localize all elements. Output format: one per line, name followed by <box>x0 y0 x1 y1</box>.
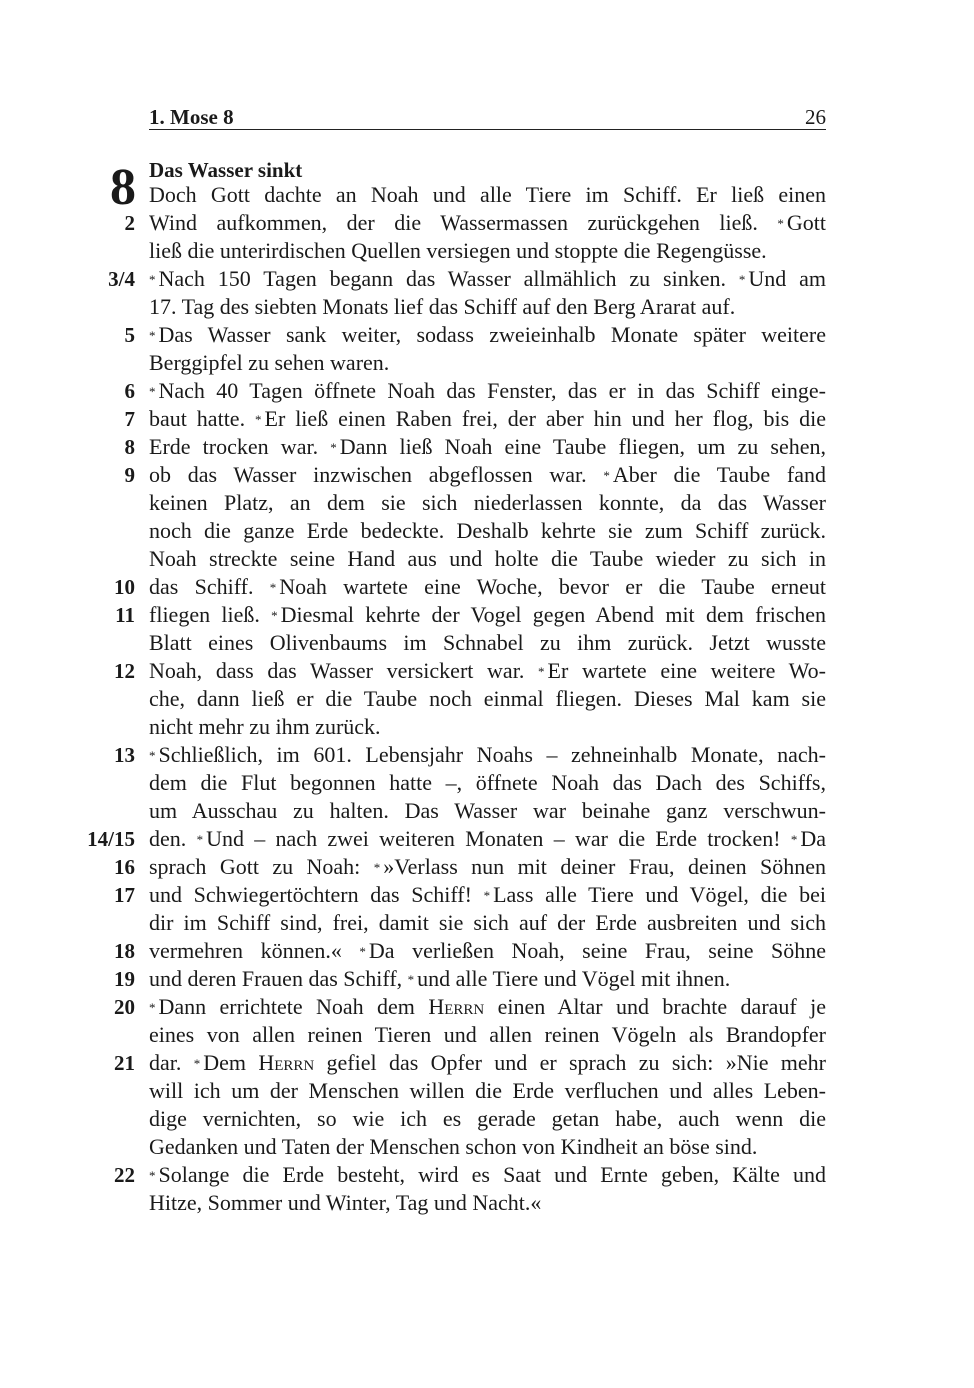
text-segment: ließ die unterirdischen Quellen versiegen und stoppte die Regengüsse. <box>149 238 767 263</box>
text-segment: Blatt eines Olivenbaums im Schnabel zu ihm zurück. Jetzt wusste <box>149 630 826 655</box>
text-segment: Erde trocken war. <box>149 434 331 459</box>
verse-number: 19 <box>114 967 135 991</box>
text-line <box>149 993 826 1024</box>
text-segment: Das Wasser sank weiter, sodass zweieinhalb Monate später weitere <box>158 322 826 347</box>
text-segment: und Schwiegertöchtern das Schiff! <box>149 882 484 907</box>
text-line <box>149 405 826 436</box>
section-heading: Das Wasser sinkt <box>149 158 303 182</box>
text-line <box>149 881 826 912</box>
verse-separator-asterisk: * <box>373 860 381 875</box>
verse-separator-asterisk: * <box>149 748 156 763</box>
text-segment: und deren Frauen das Schiff, <box>149 966 408 991</box>
verse-number: 22 <box>114 1163 135 1187</box>
verse-separator-asterisk: * <box>407 972 415 987</box>
text-segment: dir im Schiff sind, frei, damit sie sich auf der Erde ausbreiten und sich <box>149 910 826 935</box>
text-segment: um Ausschau zu halten. Das Wasser war beinahe ganz verschwun- <box>149 798 826 823</box>
verse-separator-asterisk: * <box>483 888 491 903</box>
verse-number: 17 <box>114 883 135 907</box>
text-line <box>149 377 826 408</box>
text-segment: Noah wartete eine Woche, bevor er die Taube erneut <box>279 574 826 599</box>
text-line <box>149 769 826 797</box>
verse-number: 21 <box>114 1051 135 1075</box>
text-segment: eines von allen reinen Tieren und allen reinen Vögeln als Brandopfer <box>149 1022 826 1047</box>
text-line <box>149 209 826 240</box>
text-line <box>149 909 826 937</box>
text-line <box>149 797 826 825</box>
text-line <box>149 657 826 688</box>
text-segment: 17. Tag des siebten Monats lief das Schiff auf den Berg Ararat auf. <box>149 294 736 319</box>
verse-number: 8 <box>124 435 135 459</box>
text-line <box>149 1049 826 1080</box>
verse-separator-asterisk: * <box>255 412 262 427</box>
text-line <box>149 713 826 741</box>
text-line <box>149 741 826 772</box>
text-line <box>149 685 826 713</box>
text-segment: vermehren können.« <box>149 938 360 963</box>
verse-separator-asterisk: * <box>269 580 277 595</box>
verse-number: 12 <box>114 659 135 683</box>
text-segment: will ich um der Menschen willen die Erde verfluchen und alles Leben- <box>149 1078 826 1103</box>
verse-number: 13 <box>114 743 135 767</box>
verse-number: 10 <box>114 575 135 599</box>
text-segment: che, dann ließ er die Taube noch einmal fliegen. Dieses Mal kam sie <box>149 686 826 711</box>
text-segment: Noah streckte seine Hand aus und holte die Taube wieder zu sich in <box>149 546 826 571</box>
text-segment: Nach 150 Tagen begann das Wasser allmählich zu sinken. <box>158 266 739 291</box>
text-segment: Er ließ einen Raben frei, der aber hin und her flog, bis die <box>264 406 826 431</box>
text-segment: dar. <box>149 1050 194 1075</box>
text-line <box>149 293 826 321</box>
verse-number: 16 <box>114 855 135 879</box>
text-line <box>149 1105 826 1133</box>
verse-separator-asterisk: * <box>196 832 204 847</box>
text-segment: Berggipfel zu sehen waren. <box>149 350 390 375</box>
text-segment: Dann ließ Noah eine Taube fliegen, um zu sehen, <box>339 434 826 459</box>
verse-separator-asterisk: * <box>538 664 545 679</box>
text-segment: Nach 40 Tagen öffnete Noah das Fenster, das er in das Schiff einge- <box>158 378 826 403</box>
verse-separator-asterisk: * <box>149 328 156 343</box>
text-segment: ob das Wasser inzwischen abgeflossen war. <box>149 462 604 487</box>
verse-separator-asterisk: * <box>790 832 798 847</box>
text-segment: Dem <box>203 1050 259 1075</box>
text-segment: sprach Gott zu Noah: <box>149 854 374 879</box>
text-segment: Doch Gott dachte an Noah und alle Tiere im Schiff. Er ließ einen <box>149 182 826 207</box>
verse-number: 20 <box>114 995 135 1019</box>
verse-separator-asterisk: * <box>149 1168 156 1183</box>
verse-number: 18 <box>114 939 135 963</box>
text-line <box>149 965 826 996</box>
verse-number: 6 <box>124 379 135 403</box>
text-segment: den. <box>149 826 197 851</box>
verse-number: 2 <box>124 211 135 235</box>
text-segment: und alle Tiere und Vögel mit ihnen. <box>417 966 731 991</box>
text-line <box>149 517 826 545</box>
text-segment: Diesmal kehrte der Vogel gegen Abend mit dem frischen <box>280 602 826 627</box>
text-line <box>149 461 826 492</box>
text-line <box>149 937 826 968</box>
verse-number: 14/15 <box>87 827 135 851</box>
verse-separator-asterisk: * <box>738 272 746 287</box>
text-segment: Noah, dass das Wasser versickert war. <box>149 658 538 683</box>
divine-name-smallcaps: Herrn <box>258 1050 315 1075</box>
text-segment: Schließlich, im 601. Lebensjahr Noahs – zehneinhalb Monate, nach- <box>158 742 826 767</box>
text-segment: einen Altar und brachte darauf je <box>484 994 827 1019</box>
text-line <box>149 825 826 856</box>
text-line <box>149 853 826 884</box>
text-line <box>149 1161 826 1192</box>
verse-separator-asterisk: * <box>271 608 278 623</box>
verse-number: 9 <box>124 463 135 487</box>
text-line <box>149 1021 826 1049</box>
verse-number: 11 <box>115 603 135 627</box>
text-segment: keinen Platz, an dem sie sich niederlassen konnte, da das Wasser <box>149 490 826 515</box>
header-divider <box>149 129 826 130</box>
verse-separator-asterisk: * <box>330 440 337 455</box>
text-line <box>149 601 826 632</box>
text-line <box>149 1189 826 1217</box>
text-segment: noch die ganze Erde bedeckte. Deshalb kehrte sie zum Schiff zurück. <box>149 518 826 543</box>
text-segment: fliegen ließ. <box>149 602 272 627</box>
verse-number: 3/4 <box>108 267 135 291</box>
text-segment: baut hatte. <box>149 406 255 431</box>
text-segment: Und am <box>748 266 827 291</box>
verse-separator-asterisk: * <box>777 216 784 231</box>
verse-number: 5 <box>124 323 135 347</box>
text-segment: das Schiff. <box>149 574 270 599</box>
text-segment: Gott <box>786 210 826 235</box>
text-line <box>149 1077 826 1105</box>
text-line <box>149 433 826 464</box>
text-segment: gefiel das Opfer und er sprach zu sich: »Nie mehr <box>314 1050 826 1075</box>
text-line <box>149 489 826 517</box>
text-line <box>149 237 826 265</box>
text-segment: Da verließen Noah, seine Frau, seine Söhne <box>368 938 826 963</box>
verse-separator-asterisk: * <box>359 944 366 959</box>
divine-name-smallcaps: Herrn <box>428 994 485 1019</box>
verse-separator-asterisk: * <box>149 384 156 399</box>
text-line <box>149 629 826 657</box>
verse-separator-asterisk: * <box>603 468 610 483</box>
text-line <box>149 321 826 352</box>
running-header-book-reference: 1. Mose 8 <box>149 105 234 129</box>
text-segment: »Verlass nun mit deiner Frau, deinen Söhnen <box>383 854 827 879</box>
text-segment: Er wartete eine weitere Wo- <box>547 658 826 683</box>
verse-separator-asterisk: * <box>149 272 156 287</box>
text-segment: nicht mehr zu ihm zurück. <box>149 714 381 739</box>
text-line <box>149 349 826 377</box>
text-segment: Hitze, Sommer und Winter, Tag und Nacht.« <box>149 1190 542 1215</box>
text-line <box>149 573 826 604</box>
text-segment: Da <box>800 826 827 851</box>
text-segment: Gedanken und Taten der Menschen schon von Kindheit an böse sind. <box>149 1134 758 1159</box>
verse-separator-asterisk: * <box>149 1000 156 1015</box>
text-line <box>149 545 826 573</box>
text-segment: Wind aufkommen, der die Wassermassen zurückgehen ließ. <box>149 210 778 235</box>
chapter-number: 8 <box>110 159 136 216</box>
page-number: 26 <box>805 105 826 129</box>
text-segment: Und – nach zwei weiteren Monaten – war die Erde trocken! <box>206 826 791 851</box>
text-segment: Aber die Taube fand <box>612 462 826 487</box>
verse-number: 7 <box>124 407 135 431</box>
text-line <box>149 1133 826 1161</box>
text-line <box>149 181 826 209</box>
text-segment: Solange die Erde besteht, wird es Saat und Ernte geben, Kälte und <box>158 1162 826 1187</box>
text-segment: dige vernichten, so wie ich es gerade getan habe, auch wenn die <box>149 1106 826 1131</box>
text-line <box>149 265 826 296</box>
verse-separator-asterisk: * <box>193 1056 201 1071</box>
text-segment: Dann errichtete Noah dem <box>158 994 429 1019</box>
text-segment: Lass alle Tiere und Vögel, die bei <box>493 882 826 907</box>
text-segment: dem die Flut begonnen hatte –, öffnete Noah das Dach des Schiffs, <box>149 770 826 795</box>
